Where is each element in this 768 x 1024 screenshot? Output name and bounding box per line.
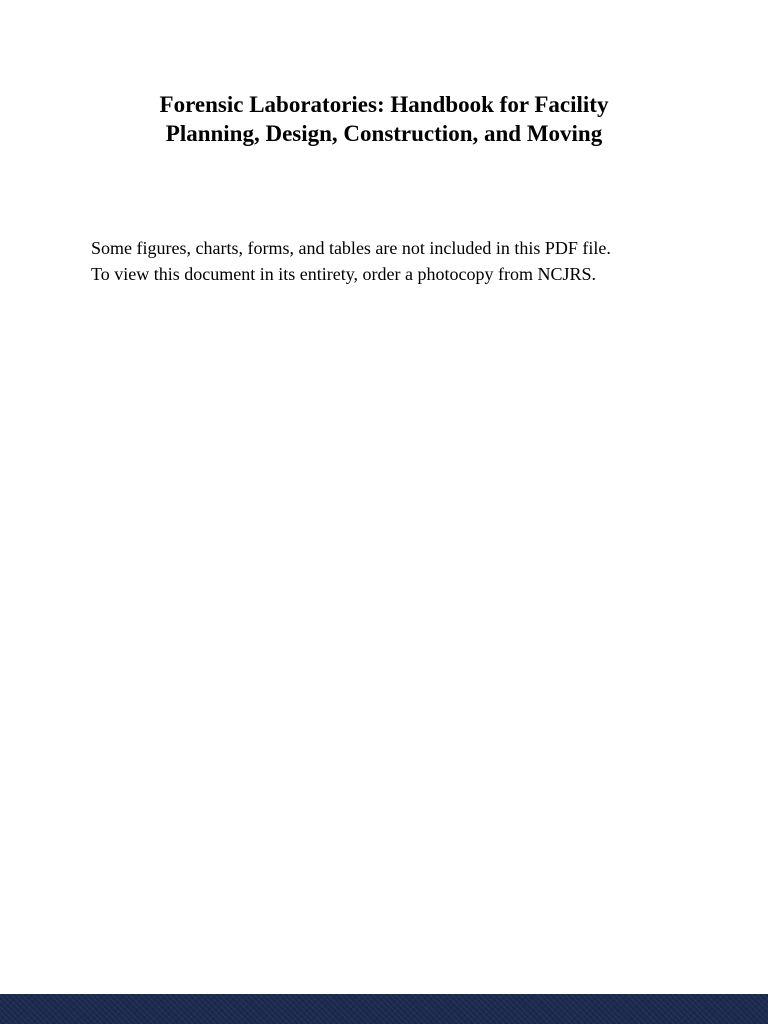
document-title-line-2: Planning, Design, Construction, and Moving [165, 121, 603, 146]
pdf-notice-line-2: To view this document in its entirety, order a photocopy from NCJRS. [91, 264, 597, 284]
document-title-line-1: Forensic Laboratories: Handbook for Facility [159, 92, 609, 117]
document-title [0, 90, 768, 148]
pdf-notice-line-1: Some figures, charts, forms, and tables are not included in this PDF file. [91, 238, 611, 258]
pdf-notice [91, 235, 731, 287]
footer-bar [0, 994, 768, 1024]
